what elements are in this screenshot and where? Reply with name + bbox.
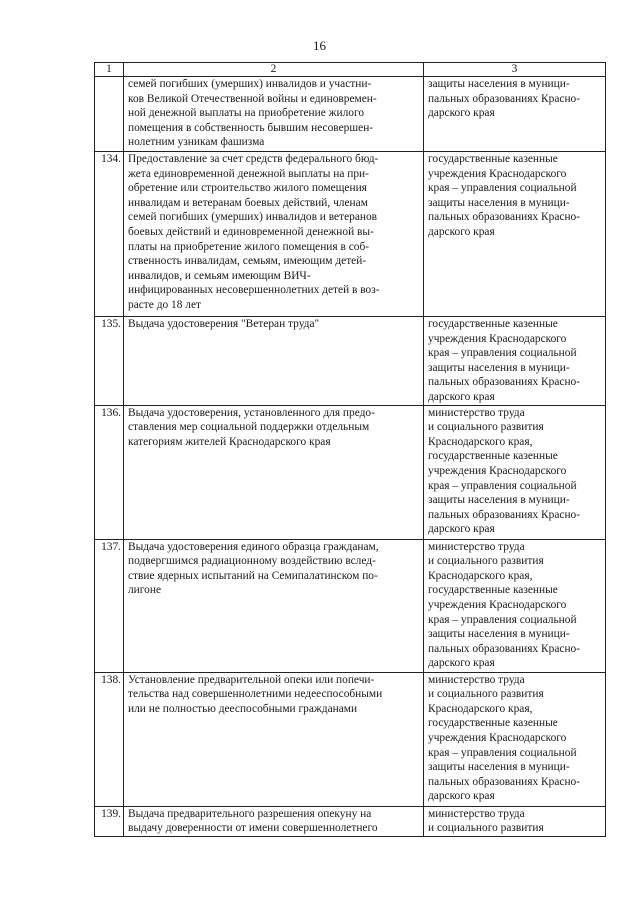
row-number: 136. (95, 405, 124, 539)
responsible-body (424, 539, 606, 672)
table-row (95, 152, 606, 317)
responsible-line: края – управления социальной (428, 746, 577, 759)
responsible-line: учреждения Краснодарского (428, 598, 567, 611)
description-line: семей погибших (умерших) инвалидов и ветеранов (128, 211, 378, 224)
table-row (95, 77, 606, 152)
responsible-line: пальных образованиях Красно- (428, 376, 581, 389)
responsible-line: и социального развития (428, 688, 544, 701)
service-description (124, 152, 424, 317)
description-line: жета единовременной денежной выплаты на при- (128, 167, 369, 180)
description-line: инвалидам и ветеранам боевых действий, членам (128, 196, 368, 209)
responsible-body (424, 77, 606, 152)
responsible-line: дарского края (428, 790, 495, 803)
responsible-line: края – управления социальной (428, 182, 577, 195)
responsible-line: дарского края (428, 107, 495, 120)
description-line: Выдача удостоверения "Ветеран труда" (128, 318, 320, 330)
table-row (95, 317, 606, 406)
responsible-line: защиты населения в муници- (428, 494, 570, 507)
responsible-line: министерство труда (428, 807, 525, 820)
description-line: расте до 18 лет (128, 298, 201, 311)
responsible-line: и социального развития (428, 822, 544, 835)
responsible-body (424, 672, 606, 806)
responsible-line: пальных образованиях Красно- (428, 508, 581, 521)
responsible-body (424, 405, 606, 539)
description-line: лигоне (128, 584, 162, 597)
responsible-body (424, 152, 606, 317)
description-line: инфицированных несовершеннолетних детей в воз- (128, 284, 380, 297)
row-number: 138. (95, 672, 124, 806)
row-number: 137. (95, 539, 124, 672)
description-line: выдачу доверенности от имени совершеннолетнего (128, 822, 378, 835)
service-description (124, 539, 424, 672)
description-line: нолетним узникам фашизма (128, 136, 265, 149)
responsible-line: государственные казенные (428, 318, 558, 330)
responsible-line: дарского края (428, 390, 495, 403)
service-description (124, 77, 424, 152)
column-header-3: 3 (424, 63, 606, 77)
responsible-line: Краснодарского края, (428, 435, 533, 448)
responsible-line: и социального развития (428, 555, 544, 568)
description-line: инвалидов, и семьям имеющим ВИЧ- (128, 269, 311, 282)
row-number: 139. (95, 806, 124, 836)
responsible-line: учреждения Краснодарского (428, 167, 567, 180)
service-description (124, 405, 424, 539)
row-number (95, 77, 124, 152)
responsible-line: Краснодарского края, (428, 569, 533, 582)
description-line: подвергшимся радиационному воздействию вслед- (128, 555, 376, 568)
description-line: обретение или строительство жилого помещения (128, 182, 367, 195)
description-line: боевых действий и единовременной денежной вы- (128, 225, 374, 238)
responsible-line: учреждения Краснодарского (428, 731, 567, 744)
responsible-line: дарского края (428, 225, 495, 238)
responsible-line: края – управления социальной (428, 347, 577, 360)
service-description (124, 672, 424, 806)
responsible-line: министерство труда (428, 673, 525, 686)
responsible-line: государственные казенные (428, 584, 558, 597)
description-line: Выдача удостоверения, установленного для предо- (128, 406, 375, 419)
responsible-line: и социального развития (428, 421, 544, 434)
responsible-line: дарского края (428, 657, 495, 670)
responsible-line: государственные казенные (428, 153, 558, 165)
description-line: категориям жителей Краснодарского края (128, 435, 331, 448)
table-header-row (95, 63, 606, 77)
responsible-line: края – управления социальной (428, 613, 577, 626)
responsible-line: пальных образованиях Красно- (428, 775, 581, 788)
responsible-body (424, 806, 606, 836)
responsible-line: защиты населения в муници- (428, 628, 570, 641)
responsible-line: Краснодарского края, (428, 702, 533, 715)
description-line: платы на приобретение жилого помещения в соб- (128, 240, 370, 253)
description-line: ственность инвалидам, семьям, имеющим детей- (128, 255, 367, 268)
description-line: тельства над совершеннолетними недееспособными (128, 688, 383, 701)
table-row (95, 672, 606, 806)
responsible-line: защиты населения в муници- (428, 78, 570, 90)
description-line: Установление предварительной опеки или попечи- (128, 673, 375, 686)
responsible-body (424, 317, 606, 406)
responsible-line: министерство труда (428, 540, 525, 553)
description-line: ставления мер социальной поддержки отдельным (128, 421, 370, 434)
column-header-2: 2 (124, 63, 424, 77)
service-description (124, 806, 424, 836)
description-line: помещения в собственность бывшим несовершен- (128, 121, 374, 134)
responsible-line: пальных образованиях Красно- (428, 92, 581, 105)
responsible-line: учреждения Краснодарского (428, 332, 567, 345)
column-header-1: 1 (95, 63, 124, 77)
services-table (94, 62, 606, 837)
description-line: Предоставление за счет средств федерального бюд- (128, 153, 379, 165)
description-line: семей погибших (умерших) инвалидов и участни- (128, 78, 372, 90)
description-line: ков Великой Отечественной войны и единовремен- (128, 92, 377, 105)
table-row (95, 539, 606, 672)
description-line: Выдача предварительного разрешения опекуну на (128, 807, 372, 820)
table-row (95, 806, 606, 836)
responsible-line: дарского края (428, 523, 495, 536)
responsible-line: государственные казенные (428, 450, 558, 463)
responsible-line: министерство труда (428, 406, 525, 419)
description-line: Выдача удостоверения единого образца гражданам, (128, 540, 379, 553)
row-number: 135. (95, 317, 124, 406)
service-description (124, 317, 424, 406)
row-number: 134. (95, 152, 124, 317)
page-number: 16 (313, 38, 326, 53)
responsible-line: защиты населения в муници- (428, 196, 570, 209)
responsible-line: пальных образованиях Красно- (428, 642, 581, 655)
responsible-line: защиты населения в муници- (428, 361, 570, 374)
description-line: или не полностью дееспособными гражданами (128, 702, 358, 715)
responsible-line: учреждения Краснодарского (428, 464, 567, 477)
responsible-line: государственные казенные (428, 717, 558, 730)
responsible-line: защиты населения в муници- (428, 761, 570, 774)
description-line: ствие ядерных испытаний на Семипалатинском по- (128, 569, 378, 582)
description-line: ной денежной выплаты на приобретение жилого (128, 107, 365, 120)
responsible-line: края – управления социальной (428, 479, 577, 492)
responsible-line: пальных образованиях Красно- (428, 211, 581, 224)
table-row (95, 405, 606, 539)
